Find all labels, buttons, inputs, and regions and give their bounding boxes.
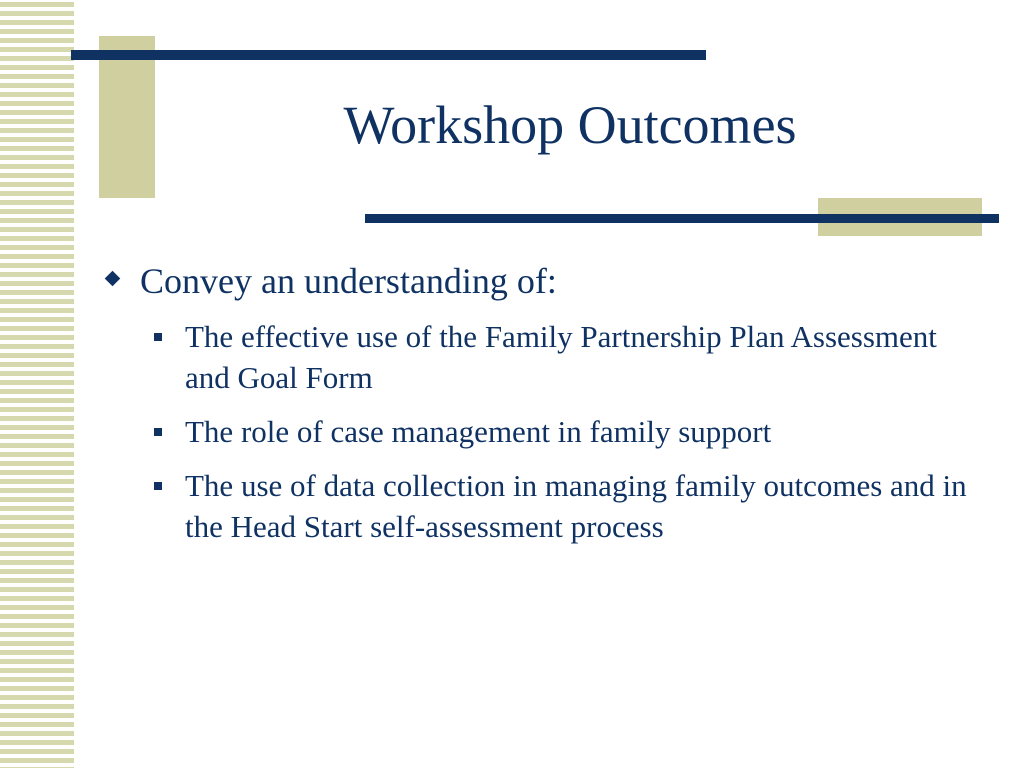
striped-side-band	[0, 0, 74, 768]
sub-bullet-item	[151, 317, 984, 399]
bullet-item-level1	[104, 260, 984, 303]
navy-rule-bottom	[365, 214, 999, 223]
square-bullet-icon	[154, 482, 162, 490]
sub-bullet-item	[151, 466, 984, 548]
sub-bullet-list	[151, 317, 984, 548]
sub-bullet-text: The use of data collection in managing family outcomes and in the Head Start self-assessment process	[185, 467, 967, 544]
slide-body	[104, 260, 984, 561]
sub-bullet-text: The effective use of the Family Partnership Plan Assessment and Goal Form	[185, 319, 937, 396]
square-bullet-icon	[154, 428, 162, 436]
sub-bullet-item	[151, 412, 984, 453]
sub-bullet-text: The role of case management in family support	[185, 414, 772, 449]
slide-title: Workshop Outcomes	[343, 95, 797, 155]
tan-accent-block-top	[99, 36, 155, 198]
navy-rule-top	[71, 50, 706, 60]
square-bullet-icon	[154, 333, 162, 341]
diamond-bullet-icon	[105, 271, 121, 287]
bullet-text: Convey an understanding of:	[140, 261, 557, 301]
